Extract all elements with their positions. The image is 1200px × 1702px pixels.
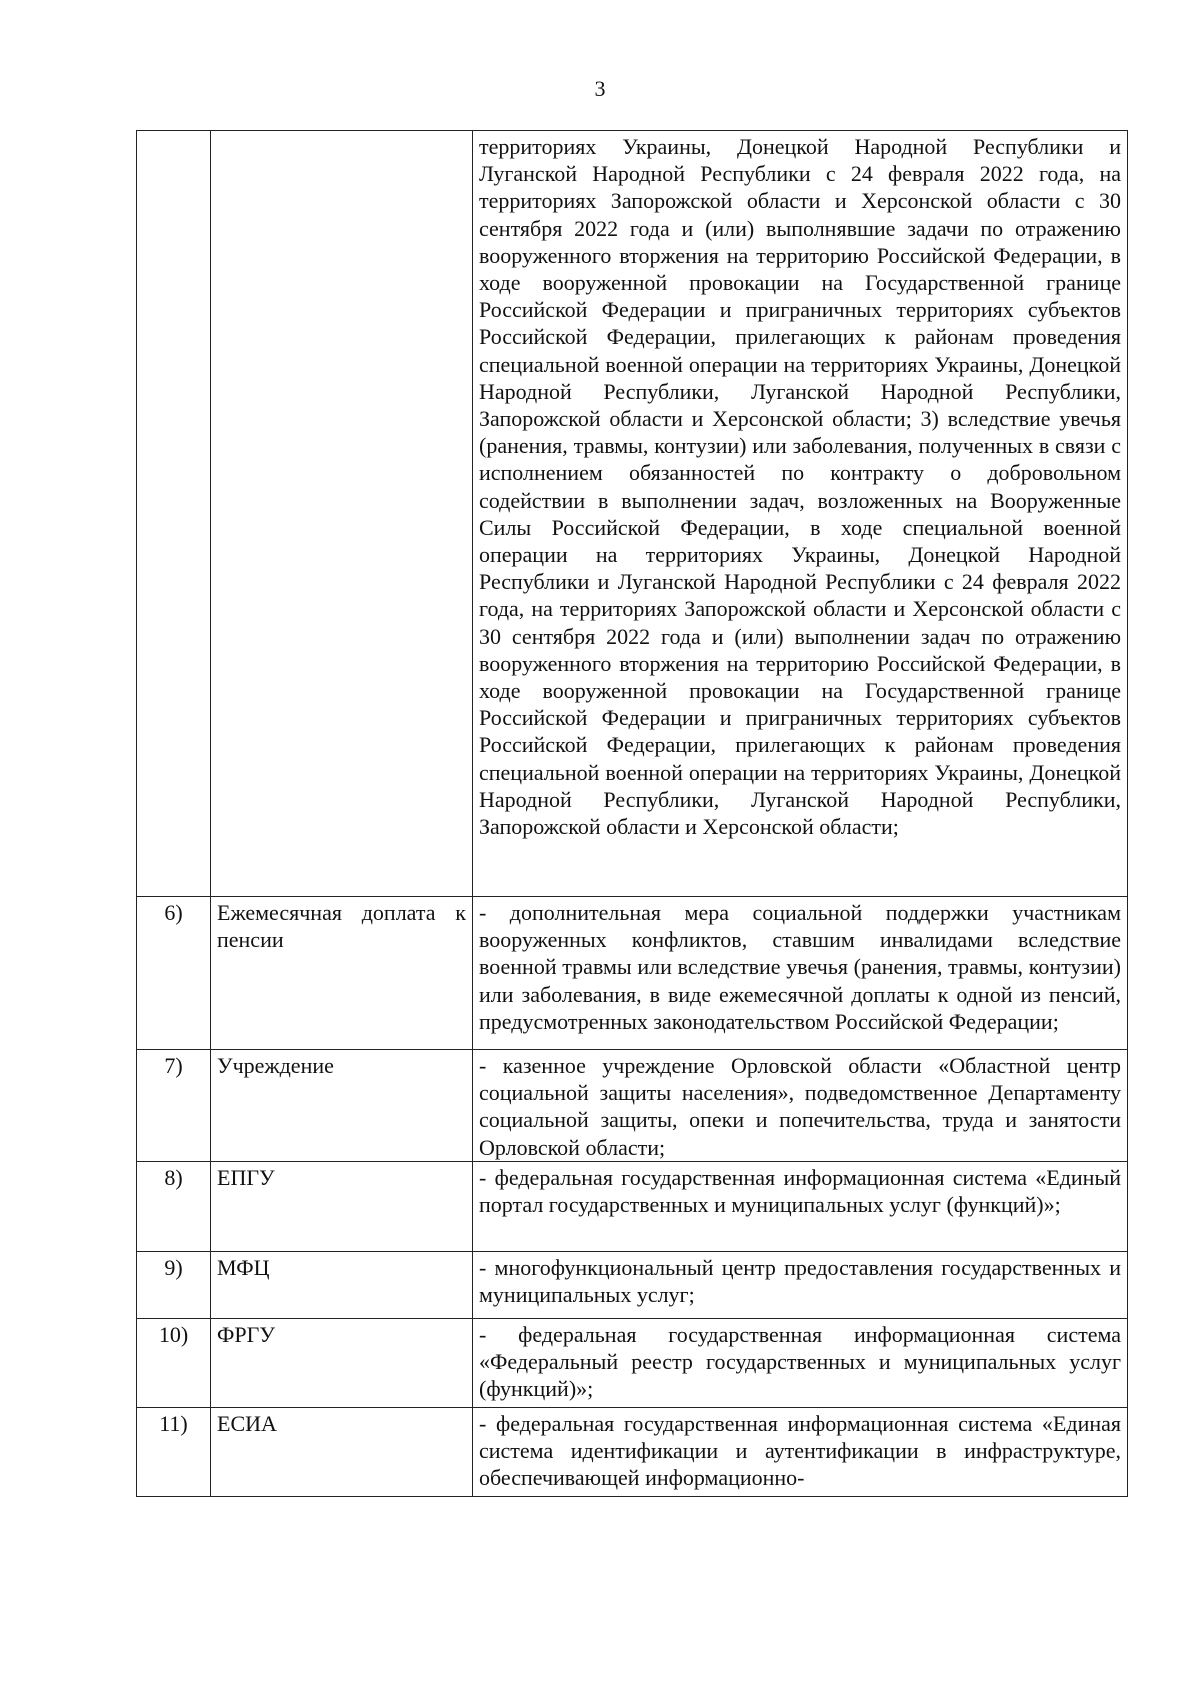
row-definition: - федеральная государственная информационная система «Федеральный реестр государственных и муниципальных услуг (функций)»; bbox=[473, 1318, 1128, 1407]
row-number bbox=[137, 131, 211, 897]
row-number: 6) bbox=[137, 897, 211, 1050]
table-row bbox=[137, 1161, 1128, 1251]
row-definition: - дополнительная мера социальной поддержки участникам вооруженных конфликтов, ставшим инвалидами вследствие военной травмы или вследствие увечья (ранения, травмы, контузии) или заболевания, в виде ежемесячной доплаты к одной из пенсий, предусмотренных законодательством Российской Федерации; bbox=[473, 897, 1128, 1050]
table-row bbox=[137, 131, 1128, 897]
row-term: ЕПГУ bbox=[211, 1161, 473, 1251]
row-term: Учреждение bbox=[211, 1050, 473, 1162]
row-definition: территориях Украины, Донецкой Народной Республики и Луганской Народной Республики с 24 февраля 2022 года, на территориях Запорожской области и Херсонской области с 30 сентября 2022 года и (или) выполнявшие задачи по отражению вооруженного вторжения на территорию Российской Федерации, в ходе вооруженной провокации на Государственной границе Российской Федерации и приграничных территориях субъектов Российской Федерации, прилегающих к районам проведения специальной военной операции на территориях Украины, Донецкой Народной Республики, Луганской Народной Республики, Запорожской области и Херсонской области; 3) вследствие увечья (ранения, травмы, контузии) или заболевания, полученных в связи с исполнением обязанностей по контракту о добровольном содействии в выполнении задач, возложенных на Вооруженные Силы Российской Федерации, в ходе специальной военной операции на территориях Украины, Донецкой Народной Республики и Луганской Народной Республики с 24 февраля 2022 года, на территориях Запорожской области и Херсонской области с 30 сентября 2022 года и (или) выполнении задач по отражению вооруженного вторжения на территорию Российской Федерации, в ходе вооруженной провокации на Государственной границе Российской Федерации и приграничных территориях субъектов Российской Федерации, прилегающих к районам проведения специальной военной операции на территориях Украины, Донецкой Народной Республики, Луганской Народной Республики, Запорожской области и Херсонской области; bbox=[473, 131, 1128, 897]
row-number: 9) bbox=[137, 1251, 211, 1318]
row-definition: - казенное учреждение Орловской области «Областной центр социальной защиты населения», подведомственное Департаменту социальной защиты, опеки и попечительства, труда и занятости Орловской области; bbox=[473, 1050, 1128, 1162]
row-term: ФРГУ bbox=[211, 1318, 473, 1407]
row-number: 7) bbox=[137, 1050, 211, 1162]
row-number: 8) bbox=[137, 1161, 211, 1251]
row-definition: - многофункциональный центр предоставления государственных и муниципальных услуг; bbox=[473, 1251, 1128, 1318]
row-definition: - федеральная государственная информационная система «Единый портал государственных и муниципальных услуг (функций)»; bbox=[473, 1161, 1128, 1251]
page-number: 3 bbox=[594, 76, 606, 101]
row-number: 10) bbox=[137, 1318, 211, 1407]
table-row bbox=[137, 1318, 1128, 1407]
row-term bbox=[211, 131, 473, 897]
row-definition: - федеральная государственная информационная система «Единая система идентификации и аутентификации в инфраструктуре, обеспечивающей информационно- bbox=[473, 1407, 1128, 1496]
row-term: ЕСИА bbox=[211, 1407, 473, 1496]
table-row bbox=[137, 1407, 1128, 1496]
table-row bbox=[137, 1251, 1128, 1318]
row-term: МФЦ bbox=[211, 1251, 473, 1318]
table-row bbox=[137, 897, 1128, 1050]
row-number: 11) bbox=[137, 1407, 211, 1496]
definitions-table bbox=[136, 130, 1128, 1497]
table-row bbox=[137, 1050, 1128, 1162]
row-term: Ежемесячная доплата к пенсии bbox=[211, 897, 473, 1050]
